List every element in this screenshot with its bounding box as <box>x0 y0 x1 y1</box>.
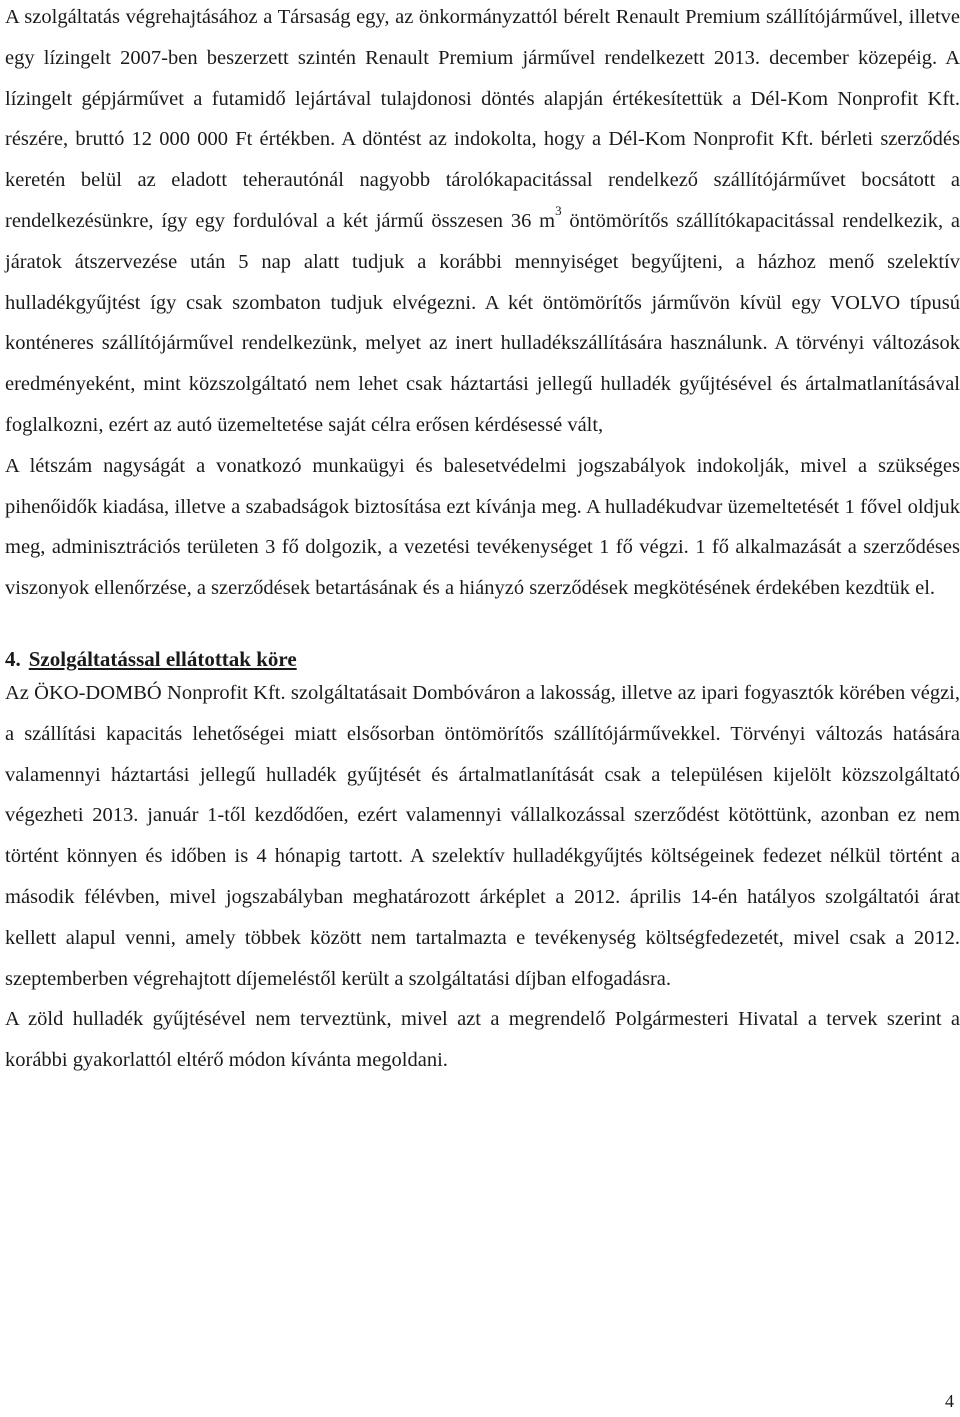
paragraph-vehicles-text: A szolgáltatás végrehajtásához a Társaság egy, az önkormányzattól bérelt Renault Premium szállítójárművel, illetve egy lízingelt 2007-ben beszerzett szintén Renault Premium járművel rendelkezett 2013. december közepéig. A lízingelt gépjárművet a futamidő lejártával tulajdonosi döntés alapján értékesítettük a Dél-Kom Nonprofit Kft. részére, bruttó 12 000 000 Ft értékben. A döntést az indokolta, hogy a Dél-Kom Nonprofit Kft. bérleti szerződés keretén belül az eladott teherautónál nagyobb tárolókapacitással rendelkező szállítójárművet bocsátott a rendelkezésünkre, így egy fordulóval a két jármű összesen 36 m <box>5 6 960 232</box>
paragraph-vehicles <box>5 0 960 446</box>
paragraph-staffing: A létszám nagyságát a vonatkozó munkaügyi és balesetvédelmi jogszabályok indokolják, mivel a szükséges pihenőidők kiadása, illetve a szabadságok biztosítása ezt kívánja meg. A hulladékudvar üzemeltetését 1 fővel oldjuk meg, adminisztrációs területen 3 fő dolgozik, a vezetési tevékenységet 1 fő végzi. 1 fő alkalmazását a szerződéses viszonyok ellenőrzése, a szerződések betartásának és a hiányzó szerződések megkötésének érdekében kezdtük el. <box>5 454 960 600</box>
paragraph-vehicles-continuation: öntömörítős szállítókapacitással rendelkezik, a járatok átszervezése után 5 nap alatt tudjuk a korábbi mennyiséget begyűjteni, a házhoz menő szelektív hulladékgyűjtést így csak szombaton tudjuk elvégezni. A két öntömörítős járművön kívül egy VOLVO típusú konténeres szállítójárművel rendelkezünk, melyet az inert hulladékszállítására használunk. A törvényi változások eredményeként, mint közszolgáltató nem lehet csak háztartási jellegű hulladék gyűjtésével és ártalmatlanításával foglalkozni, ezért az autó üzemeltetése saját célra erősen kérdésessé vált, <box>5 209 960 436</box>
section-title: Szolgáltatással ellátottak köre <box>28 646 297 671</box>
page-number: 4 <box>945 1391 954 1411</box>
paragraph-service-area: Az ÖKO-DOMBÓ Nonprofit Kft. szolgáltatásait Dombóváron a lakosság, illetve az ipari fogyasztók körében végzi, a szállítási kapacitás lehetőségei miatt elsősorban öntömörítős szállítójárművekkel. Törvényi változás hatására valamennyi háztartási jellegű hulladék gyűjtését és ártalmatlanítását csak a településen kijelölt közszolgáltató végezheti 2013. január 1-től kezdődően, ezért valamennyi vállalkozással szerződést kötöttünk, azonban ez nem történt könnyen és időben is 4 hónapig tartott. A szelektív hulladékgyűjtés költségeinek fedezet nélkül történt a második félévben, mivel jogszabályban meghatározott árképlet a 2012. április 14-én hatályos szolgáltatói árat kellett alapul venni, amely többek között nem tartalmazta e tevékenység költségfedezetét, mivel csak a 2012. szeptemberben végrehajtott díjemeléstől került a szolgáltatási díjban elfogadásra. <box>5 681 960 990</box>
paragraph-green-waste: A zöld hulladék gyűjtésével nem terveztünk, mivel azt a megrendelő Polgármesteri Hivatal a tervek szerint a korábbi gyakorlattól eltérő módon kívánta megoldani. <box>5 1008 960 1072</box>
document-page <box>5 0 960 1081</box>
section-heading <box>5 645 960 673</box>
section-number: 4. <box>5 646 21 671</box>
superscript-cubic: 3 <box>555 202 562 218</box>
